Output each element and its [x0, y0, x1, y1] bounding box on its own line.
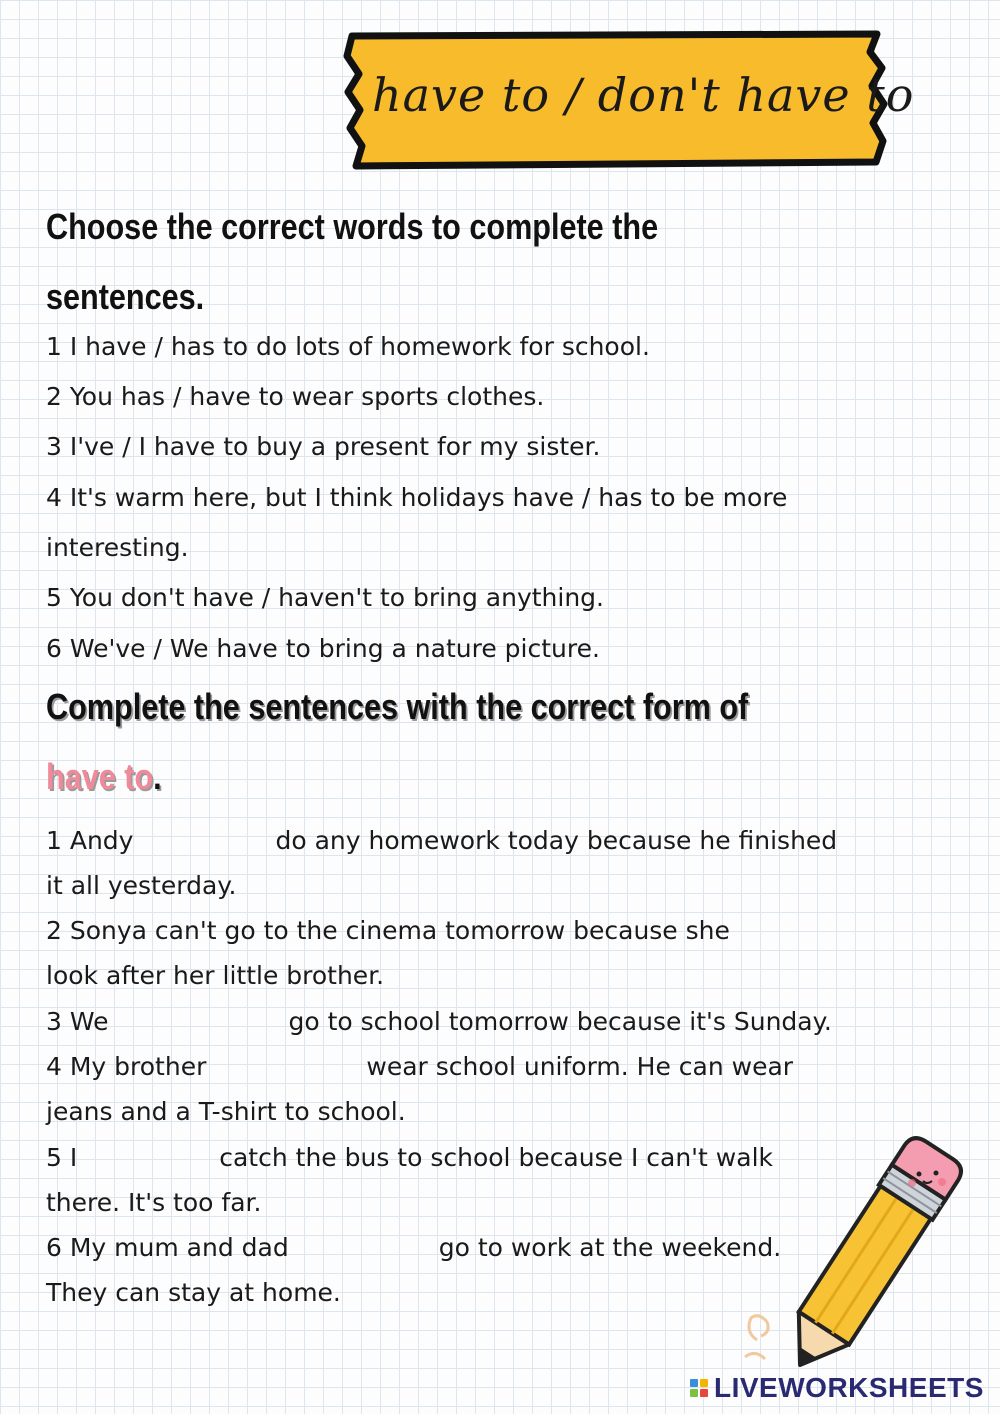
s1-item-5: 5 You don't have / haven't to bring anything.: [46, 583, 604, 612]
section2-heading-line1: Complete the sentences with the correct form of: [46, 686, 749, 727]
s2-item-1-cont: it all yesterday.: [46, 871, 237, 900]
section2-heading-line2: have to.: [46, 756, 162, 797]
s1-item-6: 6 We've / We have to bring a nature picture.: [46, 634, 600, 663]
s2-item-4-cont: jeans and a T-shirt to school.: [46, 1097, 406, 1126]
s1-item-4-cont: interesting.: [46, 533, 189, 562]
s1-item-1: 1 I have / has to do lots of homework for school.: [46, 332, 650, 361]
s2-item-6-cont: They can stay at home.: [46, 1278, 341, 1307]
worksheet-title: have to / don't have to: [372, 68, 915, 122]
section1-heading: [46, 192, 794, 332]
title-banner: [342, 28, 915, 170]
section2-heading: [46, 672, 794, 812]
s2-item-5-cont: there. It's too far.: [46, 1188, 262, 1217]
s2-item-2: 2 Sonya can't go to the cinema tomorrow because she: [46, 916, 730, 945]
section1-heading-line1: Choose the correct words to complete the: [46, 206, 659, 247]
have-to-highlight: have to: [46, 756, 154, 797]
s2-item-3: 3 We go to school tomorrow because it's Sunday.: [46, 1007, 832, 1036]
section1-heading-line2: sentences.: [46, 276, 205, 317]
s2-item-1: 1 Andy do any homework today because he finished: [46, 826, 838, 855]
pencil-illustration-icon: [735, 1125, 975, 1380]
s2-item-6: 6 My mum and dad go to work at the weekend.: [46, 1233, 782, 1262]
liveworksheets-logo-icon: [690, 1379, 708, 1397]
s1-item-2: 2 You has / have to wear sports clothes.: [46, 382, 545, 411]
s1-item-4: 4 It's warm here, but I think holidays have / has to be more: [46, 483, 788, 512]
s2-item-5: 5 I catch the bus to school because I can't walk: [46, 1143, 773, 1172]
liveworksheets-brand[interactable]: [690, 1371, 984, 1405]
s2-item-4: 4 My brother wear school uniform. He can wear: [46, 1052, 794, 1081]
s2-item-2-cont: look after her little brother.: [46, 961, 385, 990]
s1-item-3: 3 I've / I have to buy a present for my sister.: [46, 432, 601, 461]
brand-name: LIVEWORKSHEETS: [714, 1372, 984, 1403]
